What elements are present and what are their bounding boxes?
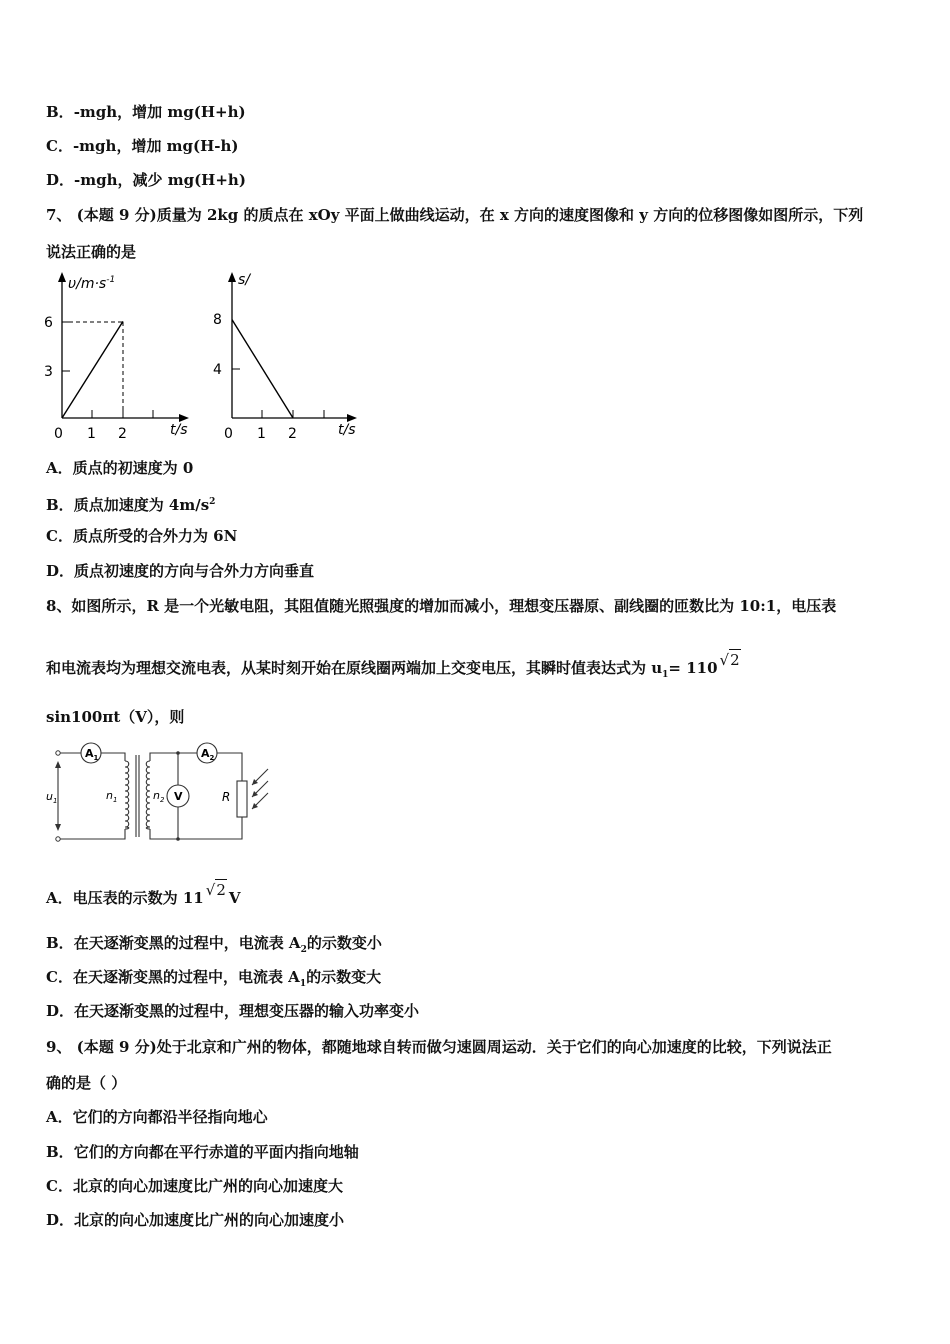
option-text: 质点初速度的方向与合外力方向垂直: [74, 562, 315, 580]
u1-arrow-up: [55, 761, 61, 768]
option-text: 在天逐渐变黑的过程中，电流表 A: [73, 934, 301, 952]
option-letter: C．: [46, 1177, 73, 1195]
q7-option-a: [46, 458, 193, 478]
q6-option-c: [46, 136, 239, 156]
s-xlabel: t/s: [338, 422, 356, 438]
q9-option-b: [46, 1142, 359, 1162]
option-text: 的示数变小: [306, 934, 382, 952]
sqrt-radicand: 2: [216, 881, 226, 899]
q7-stem-line1: 7、 (本题 9 分)质量为 2kg 的质点在 xOy 平面上做曲线运动，在 x 方向的速度图像和 y 方向的位移图像如图所示，下列: [46, 206, 864, 224]
option-text: 在天逐渐变黑的过程中，理想变压器的输入功率变小: [74, 1002, 420, 1020]
s-ytick-label-8: 8: [213, 312, 222, 328]
option-subscript: 2: [300, 945, 307, 955]
option-subscript: 1: [299, 979, 307, 989]
secondary-bottom-wire: [150, 817, 242, 839]
s-y-axis-arrow: [228, 272, 236, 282]
v-xtick-label-1: 1: [87, 426, 96, 442]
v-y-axis-arrow: [58, 272, 66, 282]
q7-option-c: [46, 526, 237, 546]
option-text: 质点加速度为 4m/s: [73, 496, 210, 514]
option-letter: D．: [46, 1211, 75, 1229]
s-series-line: [232, 320, 293, 418]
v-ytick-label-6: 6: [44, 315, 53, 331]
q6-option-b: [46, 102, 246, 122]
u1-arrow-down: [55, 824, 61, 831]
s-xtick-label-0: 0: [224, 426, 233, 442]
a1-label: $A_1$: [85, 747, 99, 762]
stem-subscript: 1: [662, 670, 669, 680]
q8-stem-line2: [46, 651, 743, 685]
v-label: V: [174, 790, 183, 803]
velocity-time-graph: [44, 272, 189, 442]
option-superscript: 2: [209, 497, 216, 507]
v-ylabel: $\upsilon/m\cdot s^{-1}$: [68, 275, 116, 292]
option-text: 它们的方向都沿半径指向地心: [72, 1108, 268, 1126]
primary-coil: [125, 761, 129, 829]
s-ytick-label-4: 4: [213, 362, 222, 378]
s-xtick-label-1: 1: [257, 426, 266, 442]
option-letter: A．: [46, 889, 73, 907]
option-letter: B．: [46, 103, 74, 121]
option-text: V: [228, 889, 241, 907]
stem-text: 和电流表均为理想交流电表，从某时刻开始在原线圈两端加上交变电压，其瞬时值表达式为 u: [46, 659, 663, 677]
terminal-bottom: [56, 837, 60, 841]
junction-top: [176, 751, 180, 755]
option-letter: C．: [46, 137, 73, 155]
q7-stem-line2: 说法正确的是: [46, 243, 137, 261]
q6-option-d: [46, 170, 246, 190]
a2-label: $A_2$: [201, 747, 215, 762]
option-text: 北京的向心加速度比广州的向心加速度小: [74, 1211, 345, 1229]
q9-option-a: [46, 1107, 268, 1127]
v-xtick-label-2: 2: [118, 426, 127, 442]
q8-stem-line1: 8、如图所示，R 是一个光敏电阻，其阻值随光照强度的增加而减小，理想变压器原、副线圈的匝数比为 10:1，电压表: [46, 597, 837, 615]
option-letter: D．: [46, 1002, 75, 1020]
sqrt-symbol: √2: [205, 881, 226, 899]
option-letter: D．: [46, 562, 75, 580]
v-xtick-label-0: 0: [54, 426, 63, 442]
option-text: 质点所受的合外力为 6N: [72, 527, 238, 545]
junction-bottom: [176, 837, 180, 841]
option-letter: B．: [46, 496, 74, 514]
q8-stem-line3: sin100πt（V），则: [46, 708, 185, 726]
q7-option-d: [46, 561, 314, 581]
option-text: 在天逐渐变黑的过程中，电流表 A: [72, 968, 300, 986]
q9-option-d: [46, 1210, 344, 1230]
sqrt-radicand: 2: [730, 651, 740, 669]
option-letter: B．: [46, 934, 74, 952]
n2-label: $n_2$: [153, 789, 165, 804]
option-letter: D．: [46, 171, 75, 189]
displacement-time-graph: [213, 272, 357, 442]
option-text: 北京的向心加速度比广州的向心加速度大: [72, 1177, 343, 1195]
option-text: 它们的方向都在平行赤道的平面内指向地轴: [73, 1143, 359, 1161]
r-label: R: [222, 790, 231, 804]
q8-option-b: [46, 933, 382, 960]
option-text: 的示数变大: [306, 968, 382, 986]
s-x-axis-arrow: [347, 414, 357, 422]
secondary-top-wire-right: [217, 753, 242, 781]
q7-option-b: [46, 492, 215, 515]
sqrt-symbol: √2: [719, 651, 740, 669]
option-letter: B．: [46, 1143, 74, 1161]
option-letter: C．: [46, 968, 73, 986]
q8-option-a: [46, 881, 241, 908]
q8-option-d: [46, 1001, 419, 1021]
primary-bottom-wire: [58, 829, 125, 839]
s-xtick-label-2: 2: [288, 426, 297, 442]
q9-stem-line2: 确的是（ ）: [46, 1074, 127, 1092]
s-ylabel: s/: [238, 272, 251, 288]
option-text: -mgh，增加 mg(H+h): [73, 103, 246, 121]
q7-graphs: [38, 270, 378, 445]
option-text: -mgh，减少 mg(H+h): [74, 171, 246, 189]
stem-text: = 110: [668, 659, 718, 677]
option-letter: A．: [46, 459, 73, 477]
option-text: -mgh，增加 mg(H-h): [72, 137, 239, 155]
q8-circuit-diagram: [40, 741, 280, 846]
option-letter: A．: [46, 1108, 73, 1126]
v-x-axis-arrow: [179, 414, 189, 422]
secondary-coil: [146, 761, 150, 829]
secondary-top-wire: [150, 753, 197, 761]
v-series-line: [62, 321, 123, 418]
q8-option-c: [46, 967, 381, 994]
q9-option-c: [46, 1176, 343, 1196]
option-letter: C．: [46, 527, 73, 545]
option-text: 电压表的示数为 11: [72, 889, 204, 907]
q9-stem-line1: 9、 (本题 9 分)处于北京和广州的物体，都随地球自转而做匀速圆周运动．关于它们的向心加速度的比较，下列说法正: [46, 1038, 832, 1056]
v-ytick-label-3: 3: [44, 364, 53, 380]
photoresistor-r: [237, 781, 247, 817]
option-text: 质点的初速度为 0: [72, 459, 194, 477]
n1-label: $n_1$: [106, 789, 118, 804]
v-xlabel: t/s: [170, 422, 188, 438]
terminal-top: [56, 751, 60, 755]
primary-top-wire-right: [101, 753, 125, 761]
u1-label: $u_1$: [46, 790, 58, 805]
